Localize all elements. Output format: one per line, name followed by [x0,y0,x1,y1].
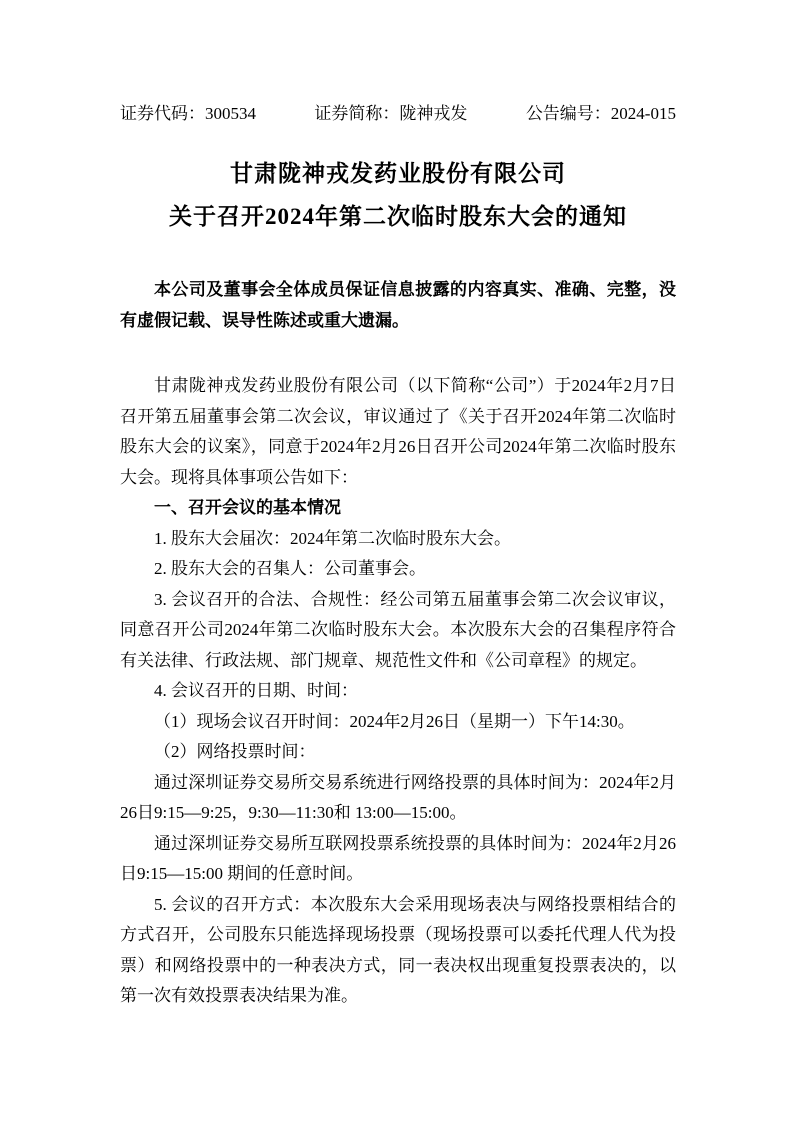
disclaimer-statement: 本公司及董事会全体成员保证信息披露的内容真实、准确、完整，没有虚假记载、误导性陈述或重大遗漏。 [120,280,676,330]
header-item-stock-name: 证券简称：陇神戎发 [314,104,468,123]
body-paragraph: （1）现场会议召开时间：2024年2月26日（星期一）下午14:30。 [154,711,635,731]
body-paragraph: 3. 会议召开的合法、合规性：经公司第五届董事会第二次会议审议，同意召开公司2024年第二次临时股东大会。本次股东大会的召集程序符合有关法律、行政法规、部门规章、规范性文件和《公司章程》的规定。 [120,589,676,670]
body-paragraph: 2. 股东大会的召集人：公司董事会。 [154,559,426,578]
body-paragraph: （2）网络投票时间： [154,742,316,761]
body-paragraph: 甘肃陇神戎发药业股份有限公司（以下简称“公司”）于2024年2月7日召开第五届董事会第二次会议，审议通过了《关于召开2024年第二次临时股东大会的议案》，同意于2024年2月26日召开公司2024年第二次临时股东大会。现将具体事项公告如下： [120,376,676,487]
document-header [120,104,676,123]
body-paragraph: 通过深圳证券交易所互联网投票系统投票的具体时间为：2024年2月26日9:15—15:00 期间的任意时间。 [120,833,676,883]
title-subject: 关于召开2024年第二次临时股东大会的通知 [169,204,627,229]
document-title [120,152,676,238]
body-paragraph: 通过深圳证券交易所交易系统进行网络投票的具体时间为：2024年2月26日9:15—9:25，9:30—11:30和 13:00—15:00。 [120,772,676,822]
header-item-announcement-no: 公告编号：2024-015 [525,104,676,123]
body-paragraph: 4. 会议召开的日期、时间： [154,681,358,700]
section-heading-basic-info: 一、召开会议的基本情况 [154,498,341,517]
title-company-name: 甘肃陇神戎发药业股份有限公司 [230,161,566,186]
header-item-stock-code: 证券代码：300534 [120,104,256,123]
body-paragraph: 1. 股东大会届次：2024年第二次临时股东大会。 [154,528,511,548]
body-paragraph: 5. 会议的召开方式：本次股东大会采用现场表决与网络投票相结合的方式召开，公司股东只能选择现场投票（现场投票可以委托代理人代为投票）和网络投票中的一种表决方式，同一表决权出现重复投票表决的，以第一次有效投票表决结果为准。 [120,894,676,1005]
document-body [120,371,676,1012]
